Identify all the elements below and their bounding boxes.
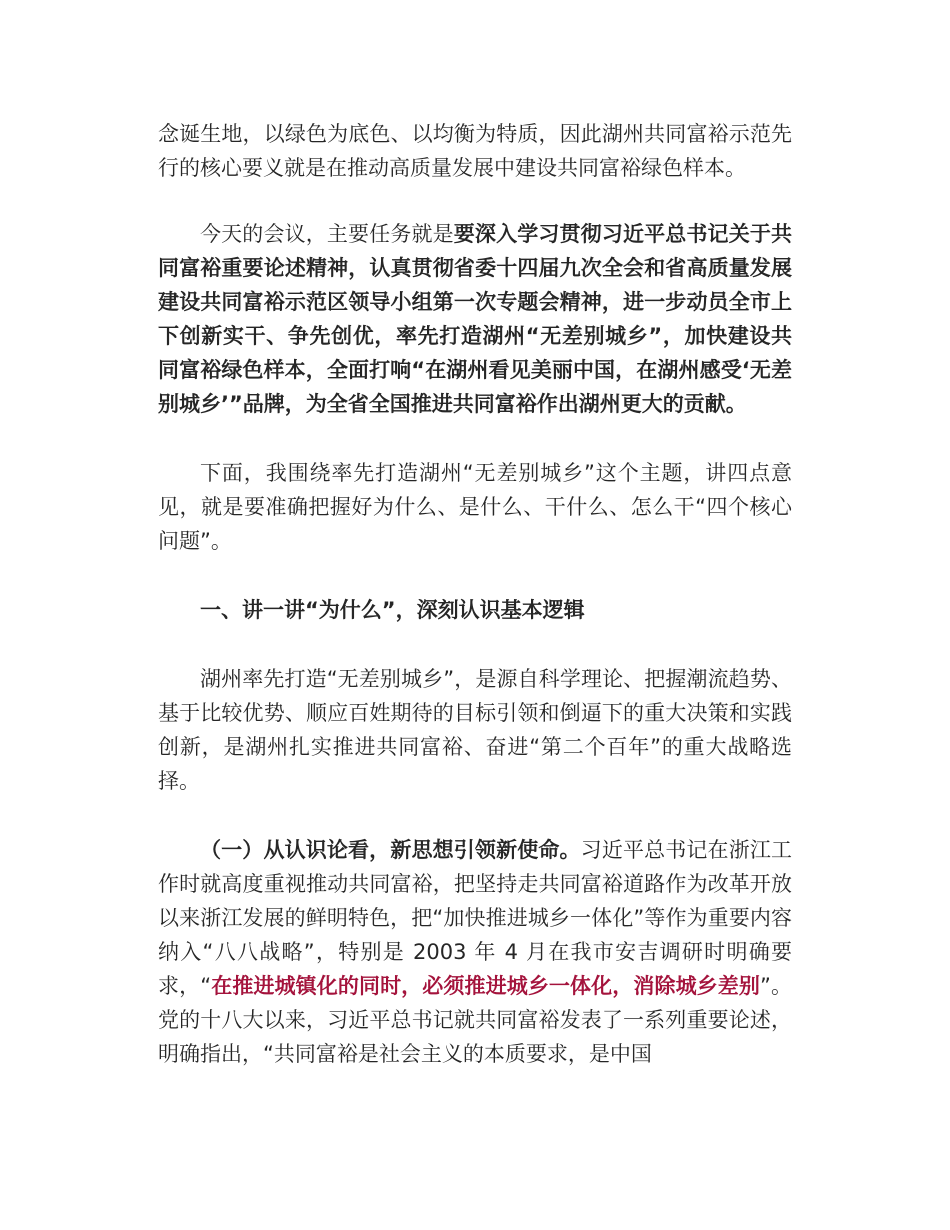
section-heading-why <box>158 593 792 627</box>
paragraph-strategy <box>158 662 792 798</box>
epistemology-quote-emphasis: 在推进城镇化的同时，必须推进城乡一体化，消除城乡差别 <box>211 974 761 998</box>
meeting-task-bold: 要深入学习贯彻习近平总书记关于共同富裕重要论述精神，认真贯彻省委十四届九次全会和省高质量发展建设共同富裕示范区领导小组第一次专题会精神，进一步动员全市上下创新实干、争先创优，率先打造湖州“无差别城乡”，加快建设共同富裕绿色样本，全面打响“在湖州看见美丽中国，在湖州感受‘无差别城乡’”品牌，为全省全国推进共同富裕作出湖州更大的贡献。 <box>158 222 793 416</box>
epistemology-text-2: ”。党的十八大以来，习近平总书记就共同富裕发表了一系列重要论述，明确指出，“共同富裕是社会主义的本质要求，是中国 <box>158 974 793 1066</box>
paragraph-meeting-task <box>158 217 792 421</box>
paragraph-four-points <box>158 456 792 558</box>
paragraph-epistemology <box>158 833 792 1071</box>
section-heading-text: 一、讲一讲“为什么”，深刻认识基本逻辑 <box>200 598 585 622</box>
paragraph-intro <box>158 117 792 185</box>
meeting-task-lead: 今天的会议，主要任务就是 <box>200 222 454 246</box>
epistemology-text-1: 习近平总书记在浙江工作时就高度重视推动共同富裕，把坚持走共同富裕道路作为改革开放以来浙江发展的鲜明特色，把“加快推进城乡一体化”等作为重要内容纳入“八八战略”，特别是 2003 年 4 月在我市安吉调研时明确要求，“ <box>158 838 793 998</box>
epistemology-subheading: （一）从认识论看，新思想引领新使命。 <box>200 838 581 862</box>
paragraph-intro-text: 念诞生地，以绿色为底色、以均衡为特质，因此湖州共同富裕示范先行的核心要义就是在推动高质量发展中建设共同富裕绿色样本。 <box>158 122 792 180</box>
document-page <box>158 117 792 1071</box>
strategy-text: 湖州率先打造“无差别城乡”，是源自科学理论、把握潮流趋势、基于比较优势、顺应百姓期待的目标引领和倒逼下的重大决策和实践创新，是湖州扎实推进共同富裕、奋进“第二个百年”的重大战略选择。 <box>158 667 792 793</box>
four-points-text: 下面，我围绕率先打造湖州“无差别城乡”这个主题，讲四点意见，就是要准确把握好为什么、是什么、干什么、怎么干“四个核心问题”。 <box>158 461 792 553</box>
